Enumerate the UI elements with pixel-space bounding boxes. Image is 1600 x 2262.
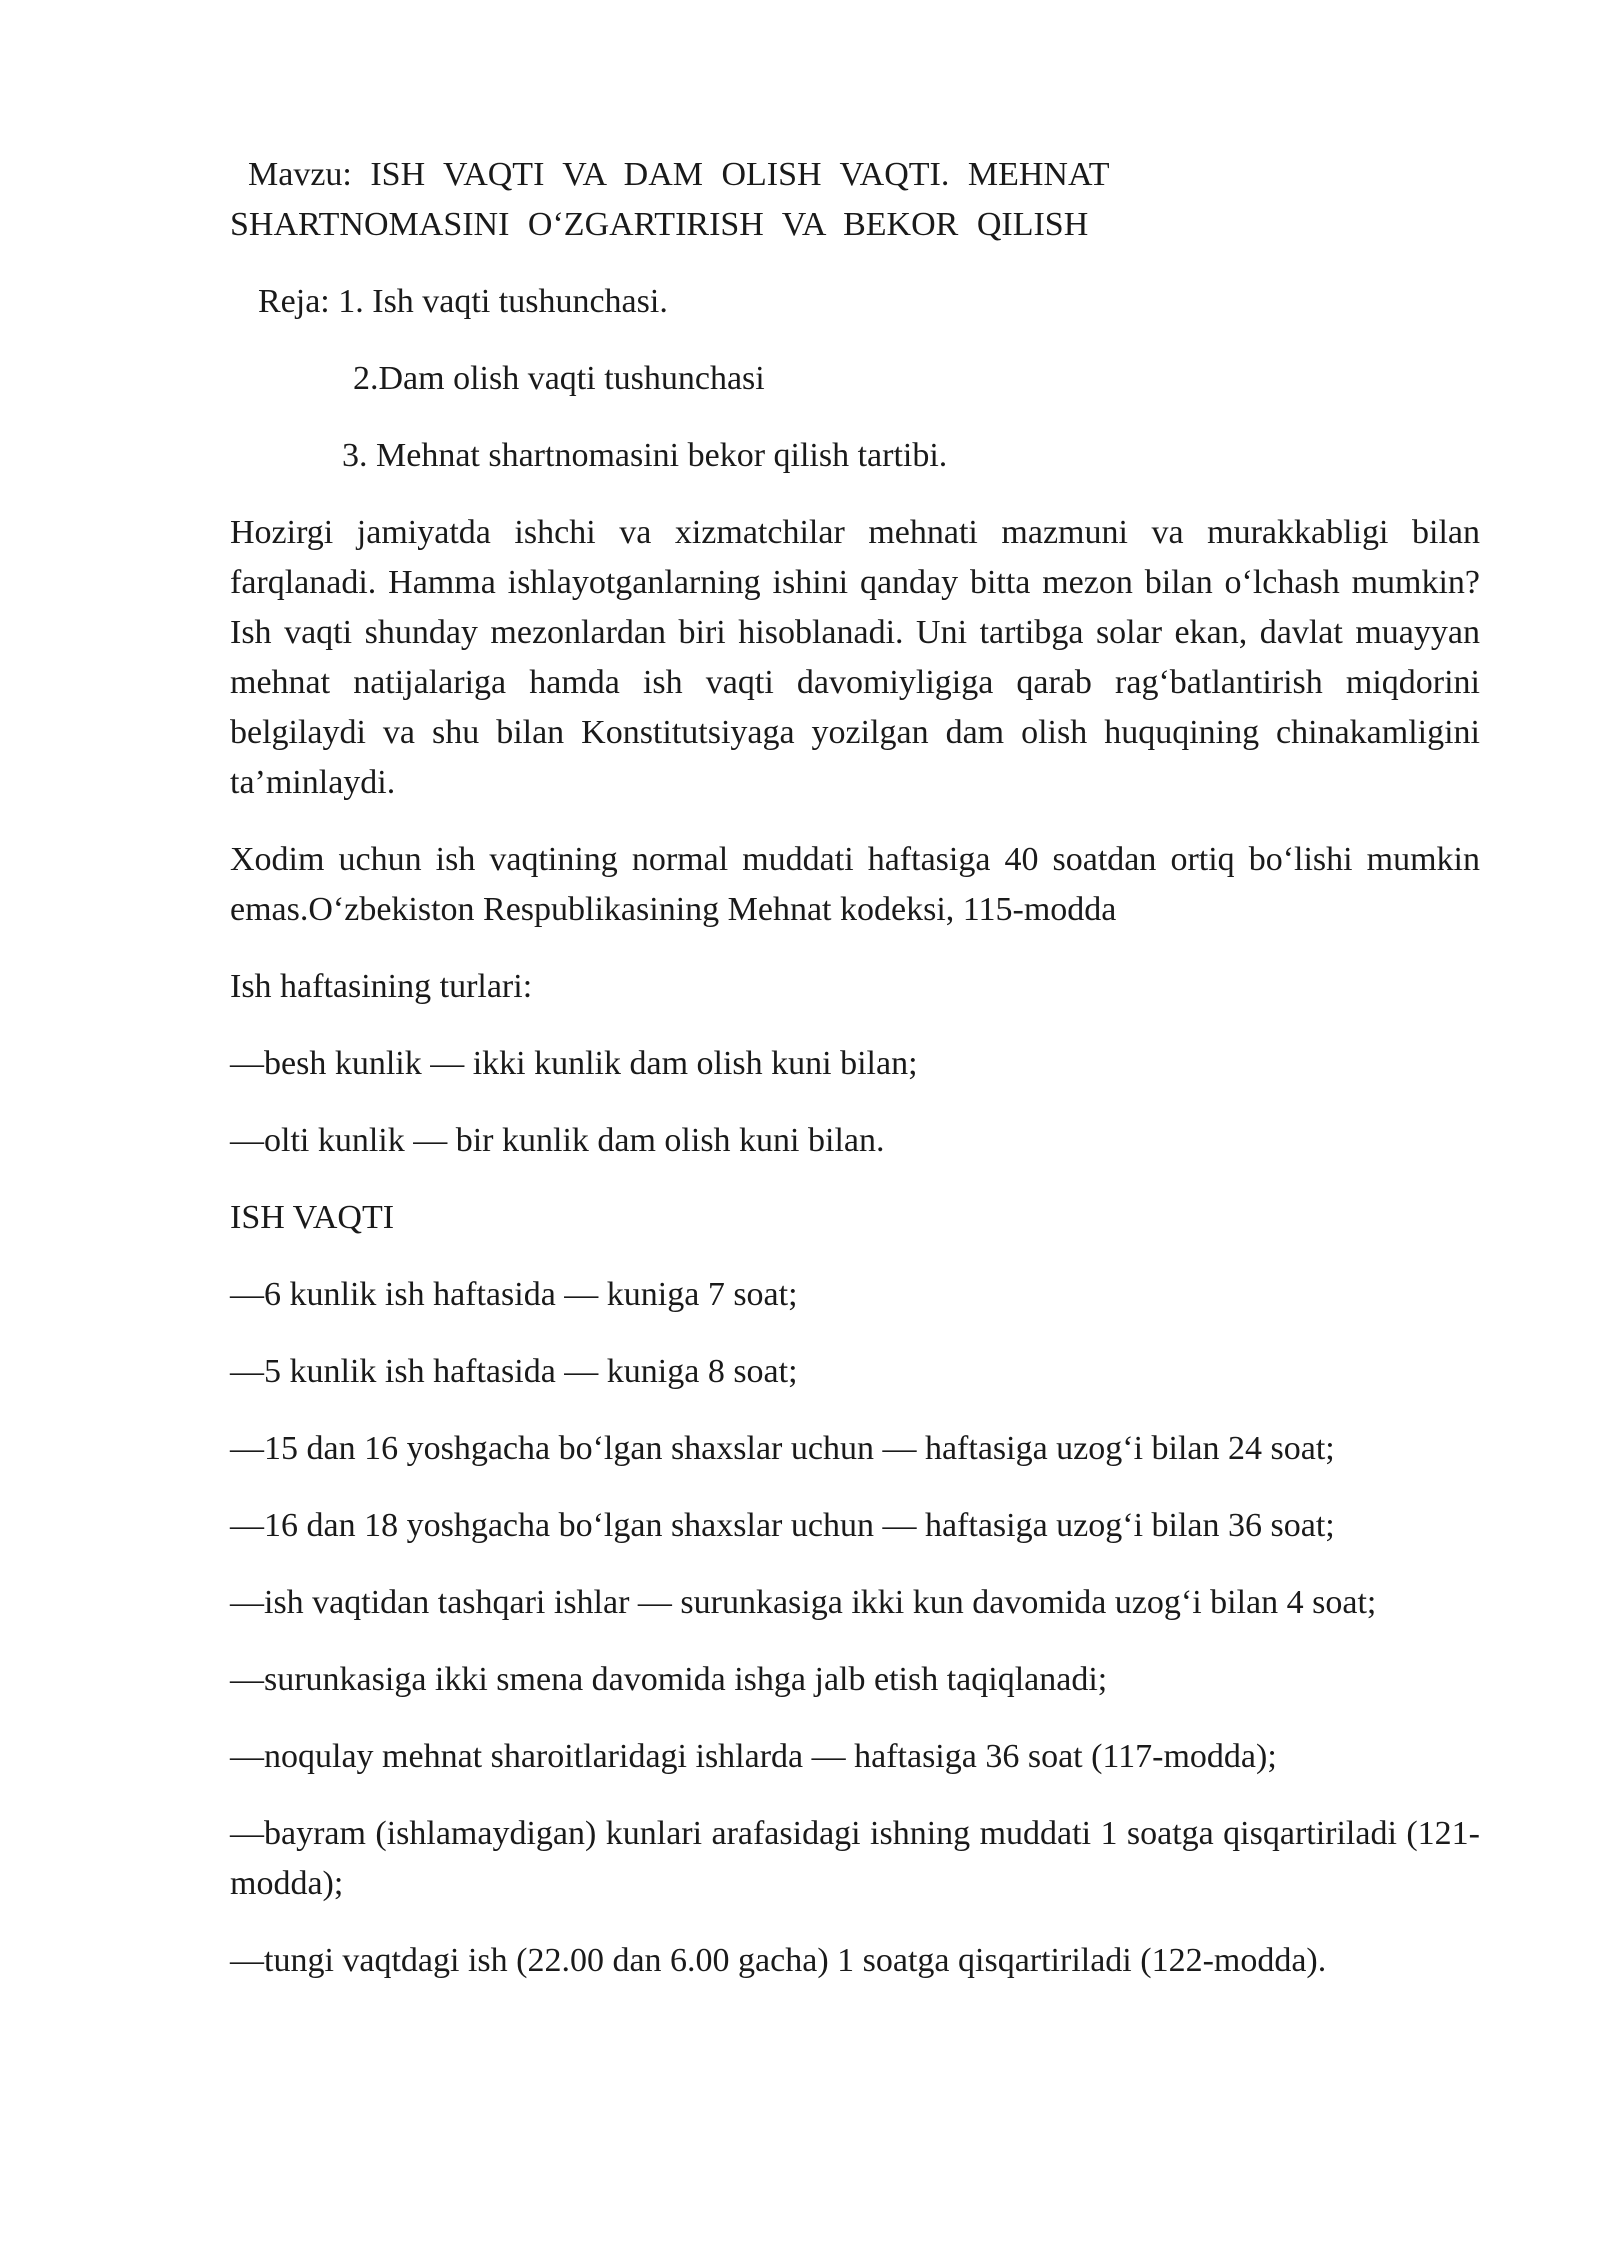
paragraph-norm: Xodim uchun ish vaqtining normal muddati haftasiga 40 soatdan ortiq bo‘lishi mumkin emas.O‘zbekiston Respublikasining Mehnat kodeksi, 115-modda	[230, 841, 1480, 928]
paragraph-intro: Hozirgi jamiyatda ishchi va xizmatchilar mehnati mazmuni va murakkabligi bilan farqlanadi. Hamma ishlayotganlarning ishini qanday bitta mezon bilan o‘lchash mumkin? Ish vaqti shunday mezonlardan biri hisoblanadi. Uni tartibga solar ekan, davlat muayyan mehnat natijalariga hamda ish vaqti davomiyligiga qarab rag‘batlantirish miqdorini belgilaydi va shu bilan Konstitutsiyaga yozilgan dam olish huquqining chinakamligini ta’minlaydi.	[230, 514, 1480, 801]
plan-item: 3. Mehnat shartnomasini bekor qilish tartibi.	[342, 437, 948, 474]
list-item: —besh kunlik — ikki kunlik dam olish kuni bilan;	[230, 1045, 918, 1082]
list-item: —olti kunlik — bir kunlik dam olish kuni bilan.	[230, 1122, 885, 1159]
document-title	[230, 150, 1480, 250]
list-item: —6 kunlik ish haftasida — kuniga 7 soat;	[230, 1276, 798, 1313]
section-heading: ISH VAQTI	[230, 1199, 395, 1236]
title-line-1: Mavzu: ISH VAQTI VA DAM OLISH VAQTI. MEHNAT	[248, 156, 1110, 193]
plan-item: Reja: 1. Ish vaqti tushunchasi.	[258, 283, 668, 320]
list-item: —ish vaqtidan tashqari ishlar — surunkasiga ikki kun davomida uzog‘i bilan 4 soat;	[230, 1584, 1377, 1621]
title-line-2: SHARTNOMASINI O‘ZGARTIRISH VA BEKOR QILISH	[230, 206, 1089, 243]
list-item: —surunkasiga ikki smena davomida ishga jalb etish taqiqlanadi;	[230, 1661, 1108, 1698]
plan-list	[230, 277, 1480, 481]
list-item: —bayram (ishlamaydigan) kunlari arafasidagi ishning muddati 1 soatga qisqartiriladi (121-modda);	[230, 1815, 1480, 1902]
document-page	[230, 150, 1480, 2013]
list-item: —5 kunlik ish haftasida — kuniga 8 soat;	[230, 1353, 798, 1390]
plan-item: 2.Dam olish vaqti tushunchasi	[353, 360, 765, 397]
list-item: —16 dan 18 yoshgacha bo‘lgan shaxslar uchun — haftasiga uzog‘i bilan 36 soat;	[230, 1507, 1335, 1544]
list-item: —15 dan 16 yoshgacha bo‘lgan shaxslar uchun — haftasiga uzog‘i bilan 24 soat;	[230, 1430, 1335, 1467]
paragraph-week-types-heading: Ish haftasining turlari:	[230, 968, 533, 1005]
list-item: —tungi vaqtdagi ish (22.00 dan 6.00 gacha) 1 soatga qisqartiriladi (122-modda).	[230, 1942, 1327, 1979]
list-item: —noqulay mehnat sharoitlaridagi ishlarda — haftasiga 36 soat (117-modda);	[230, 1738, 1277, 1775]
